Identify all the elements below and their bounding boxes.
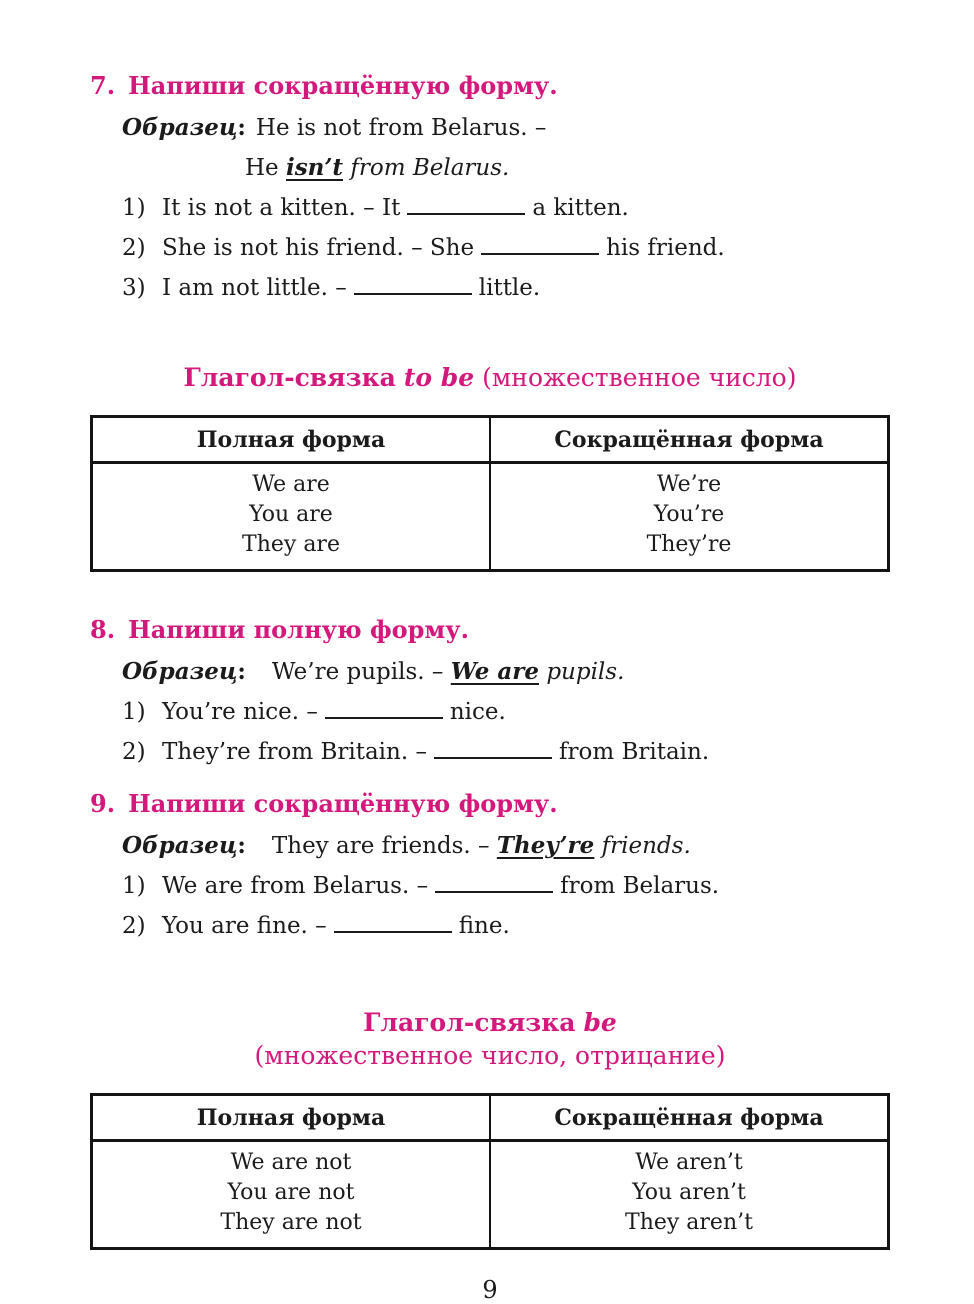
item-number: 2) (122, 739, 146, 765)
exercise-8-number: 8. (90, 615, 116, 644)
item-text-before: I am not little. – (162, 275, 347, 301)
table-row (92, 463, 889, 571)
short-form-cell (490, 1141, 889, 1249)
table-row (92, 1141, 889, 1249)
section-title-verb: to be (403, 363, 475, 392)
table-header-short-form: Сокращённая форма (490, 417, 889, 463)
sample-answer-emphasis: We are (450, 658, 539, 685)
table-header-short-form: Сокращённая форма (490, 1095, 889, 1141)
section-title-bold: Глагол-связка (183, 363, 396, 392)
exercise-9-item-1 (122, 866, 890, 906)
section-title-verb: be (583, 1008, 617, 1037)
item-text-before: It is not a kitten. – It (162, 195, 401, 221)
sample-answer-emphasis: isn’t (285, 154, 344, 181)
item-text (162, 268, 540, 308)
item-number: 3) (122, 275, 146, 301)
full-form-cell (92, 1141, 491, 1249)
table-cell-line: We are not (230, 1150, 352, 1175)
fill-blank (434, 736, 552, 759)
sample-label: Образец (122, 658, 238, 685)
exercise-9-sample-line (122, 826, 890, 866)
item-text-before: They’re from Britain. – (162, 739, 427, 765)
sample-colon: : (237, 832, 246, 859)
sample-source-sentence: He is not from Belarus. – (255, 115, 547, 141)
item-text (162, 692, 506, 732)
fill-blank (407, 192, 525, 215)
exercise-7-sample-line-1 (122, 108, 890, 148)
grammar-table-to-be-plural (90, 415, 890, 572)
table-cell-line: We are (252, 472, 330, 497)
exercise-8-item-1 (122, 692, 890, 732)
sample-source-sentence: We’re pupils. – (271, 659, 444, 685)
table-cell-line: We’re (656, 472, 722, 497)
table-cell-line: You are not (227, 1180, 355, 1205)
exercise-9-item-2 (122, 906, 890, 946)
exercise-9-heading (90, 788, 890, 820)
item-number: 1) (122, 195, 146, 221)
sample-answer-pre: He (245, 155, 279, 181)
fill-blank (435, 870, 553, 893)
table-cell-line: You are (249, 502, 333, 527)
sample-label: Образец (122, 832, 238, 859)
exercise-8-item-2 (122, 732, 890, 772)
item-text-after: his friend. (606, 235, 725, 261)
sample-answer-rest: pupils. (546, 659, 625, 685)
item-number: 1) (122, 699, 146, 725)
table-header-full-form: Полная форма (92, 417, 491, 463)
section-heading-be-plural-negation (90, 1006, 890, 1072)
sample-colon: : (237, 114, 246, 141)
item-number: 2) (122, 913, 146, 939)
exercise-7-item-3 (122, 268, 890, 308)
section-title-line-1 (90, 1006, 890, 1039)
section-title-note: (множественное число) (482, 363, 797, 392)
exercise-8-title: Напиши полную форму. (128, 615, 469, 644)
item-number: 2) (122, 235, 146, 261)
exercise-7-title: Напиши сокращённую форму. (128, 71, 558, 100)
exercise-7-sample-line-2 (245, 148, 890, 188)
item-text (162, 188, 629, 228)
table-cell-line: You’re (653, 502, 725, 527)
item-text-after: from Belarus. (560, 873, 720, 899)
item-text-before: You’re nice. – (162, 699, 318, 725)
item-text-after: little. (478, 275, 541, 301)
item-text-before: You are fine. – (162, 913, 327, 939)
section-title-bold: Глагол-связка (363, 1008, 576, 1037)
exercise-8 (90, 614, 890, 772)
sample-source-sentence: They are friends. – (271, 833, 490, 859)
table-header-full-form: Полная форма (92, 1095, 491, 1141)
item-text-before: We are from Belarus. – (162, 873, 429, 899)
page-number: 9 (482, 1276, 498, 1304)
exercise-7-item-2 (122, 228, 890, 268)
short-form-cell (490, 463, 889, 571)
item-text (162, 906, 510, 946)
sample-answer-rest: from Belarus. (350, 155, 510, 181)
exercise-7-item-1 (122, 188, 890, 228)
exercise-8-heading (90, 614, 890, 646)
sample-answer-emphasis: They’re (496, 832, 595, 859)
exercise-7-heading (90, 70, 890, 102)
item-text-after: nice. (449, 699, 506, 725)
fill-blank (481, 232, 599, 255)
table-cell-line: They aren’t (625, 1210, 753, 1235)
item-text (162, 866, 719, 906)
sample-colon: : (237, 658, 246, 685)
table-cell-line: We aren’t (635, 1150, 743, 1175)
exercise-9-title: Напиши сокращённую форму. (128, 789, 558, 818)
exercise-9 (90, 788, 890, 946)
sample-answer-rest: friends. (601, 833, 691, 859)
item-text-after: a kitten. (532, 195, 629, 221)
table-cell-line: You aren’t (632, 1180, 746, 1205)
item-text-after: from Britain. (558, 739, 710, 765)
exercise-9-number: 9. (90, 789, 116, 818)
table-cell-line: They are not (220, 1210, 362, 1235)
item-number: 1) (122, 873, 146, 899)
item-text-after: fine. (458, 913, 510, 939)
fill-blank (354, 272, 472, 295)
sample-label: Образец (122, 114, 238, 141)
section-heading-to-be-plural (90, 361, 890, 394)
table-cell-line: They are (242, 532, 340, 557)
section-title-line-2: (множественное число, отрицание) (254, 1041, 726, 1070)
table-cell-line: They’re (646, 532, 732, 557)
exercise-7 (90, 70, 890, 308)
fill-blank (334, 910, 452, 933)
full-form-cell (92, 463, 491, 571)
item-text (162, 732, 709, 772)
exercise-7-number: 7. (90, 71, 116, 100)
grammar-table-be-negation (90, 1093, 890, 1250)
item-text (162, 228, 725, 268)
exercise-8-sample-line (122, 652, 890, 692)
fill-blank (325, 696, 443, 719)
item-text-before: She is not his friend. – She (162, 235, 475, 261)
